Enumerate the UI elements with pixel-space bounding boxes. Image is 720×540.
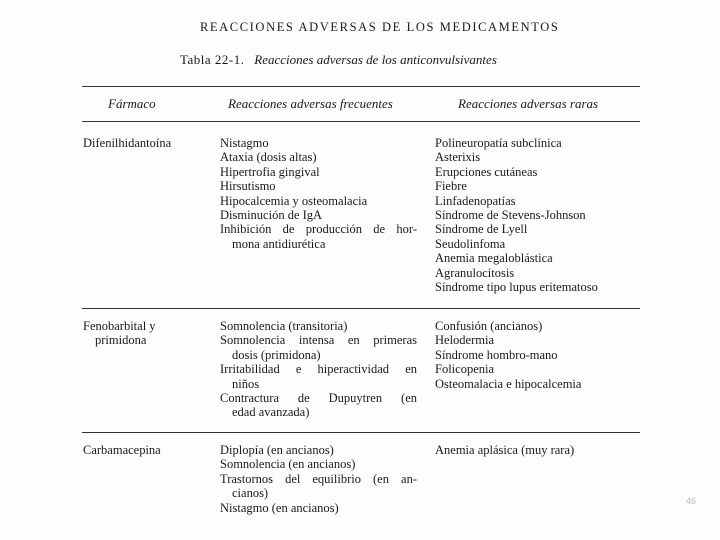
frequent-line: Somnolencia intensa en primeras bbox=[220, 333, 417, 348]
drug-line: Fenobarbital y bbox=[83, 319, 156, 333]
row-1-rare bbox=[435, 136, 598, 294]
row-2-drug bbox=[83, 319, 156, 348]
row-3-frequent bbox=[220, 443, 417, 515]
rare-line: Síndrome tipo lupus eritematoso bbox=[435, 280, 598, 295]
header-drug: Fármaco bbox=[108, 96, 156, 111]
table-title: Reacciones adversas de los anticonvulsivantes bbox=[254, 52, 497, 67]
rare-line: Polineuropatía subclínica bbox=[435, 136, 562, 150]
frequent-line: Irritabilidad e hiperactividad en bbox=[220, 362, 417, 377]
rare-line: Folicopenia bbox=[435, 362, 495, 377]
row-2-frequent bbox=[220, 319, 417, 420]
rare-line: Osteomalacia e hipocalcemia bbox=[435, 376, 582, 391]
row-1-drug bbox=[83, 136, 171, 150]
frequent-line: niños bbox=[232, 376, 260, 391]
drug-line: Difenilhidantoína bbox=[83, 136, 172, 150]
frequent-line: Contractura de Dupuytren (en bbox=[220, 391, 417, 406]
table-label: Tabla 22-1. bbox=[180, 52, 245, 67]
header-rule bbox=[82, 121, 640, 122]
frequent-line: Hipocalcemia y osteomalacia bbox=[220, 193, 368, 208]
rare-line: Síndrome de Lyell bbox=[435, 222, 528, 237]
header-rare: Reacciones adversas raras bbox=[458, 96, 599, 111]
frequent-line: Somnolencia (transitoria) bbox=[220, 319, 348, 333]
rare-line: Helodermia bbox=[435, 333, 495, 348]
row-rule bbox=[82, 432, 640, 433]
rare-line: Asterixis bbox=[435, 150, 481, 165]
rare-line: Confusión (ancianos) bbox=[435, 319, 543, 333]
rare-line: Anemia megaloblástica bbox=[435, 251, 553, 266]
table-caption bbox=[180, 52, 497, 68]
frequent-line: Hipertrofia gingival bbox=[220, 164, 320, 179]
page-number: 46 bbox=[686, 496, 697, 506]
frequent-line: mona antidiurética bbox=[232, 236, 326, 251]
row-2-rare bbox=[435, 319, 581, 391]
rare-line: Agranulocitosis bbox=[435, 265, 515, 280]
row-rule bbox=[82, 308, 640, 309]
header-frequent: Reacciones adversas frecuentes bbox=[228, 96, 393, 111]
drug-line: Carbamacepina bbox=[83, 443, 161, 457]
rare-line: Linfadenopatías bbox=[435, 193, 516, 208]
frequent-line: Diplopía (en ancianos) bbox=[220, 443, 334, 457]
frequent-line: Nistagmo bbox=[220, 136, 269, 150]
rare-line: Fiebre bbox=[435, 179, 467, 194]
rare-line: Seudolinfoma bbox=[435, 236, 506, 251]
rare-line: Erupciones cutáneas bbox=[435, 164, 538, 179]
frequent-line: cianos) bbox=[232, 486, 269, 501]
frequent-line: Disminución de IgA bbox=[220, 208, 323, 223]
frequent-line: Inhibición de producción de hor- bbox=[220, 222, 417, 237]
row-1-frequent bbox=[220, 136, 417, 251]
row-3-rare bbox=[435, 443, 574, 457]
drug-line: primidona bbox=[95, 333, 147, 348]
frequent-line: Nistagmo (en ancianos) bbox=[220, 500, 339, 515]
frequent-line: Somnolencia (en ancianos) bbox=[220, 457, 356, 472]
rare-line: Síndrome hombro-mano bbox=[435, 347, 558, 362]
row-3-drug bbox=[83, 443, 161, 457]
frequent-line: Hirsutismo bbox=[220, 179, 276, 194]
frequent-line: dosis (primidona) bbox=[232, 347, 321, 362]
rare-line: Anemia aplásica (muy rara) bbox=[435, 443, 575, 457]
rare-line: Síndrome de Stevens-Johnson bbox=[435, 208, 586, 223]
top-rule bbox=[82, 86, 640, 87]
frequent-line: edad avanzada) bbox=[232, 405, 310, 420]
frequent-line: Ataxia (dosis altas) bbox=[220, 150, 317, 165]
running-head: REACCIONES ADVERSAS DE LOS MEDICAMENTOS bbox=[200, 20, 560, 34]
frequent-line: Trastornos del equilibrio (en an- bbox=[220, 471, 417, 486]
